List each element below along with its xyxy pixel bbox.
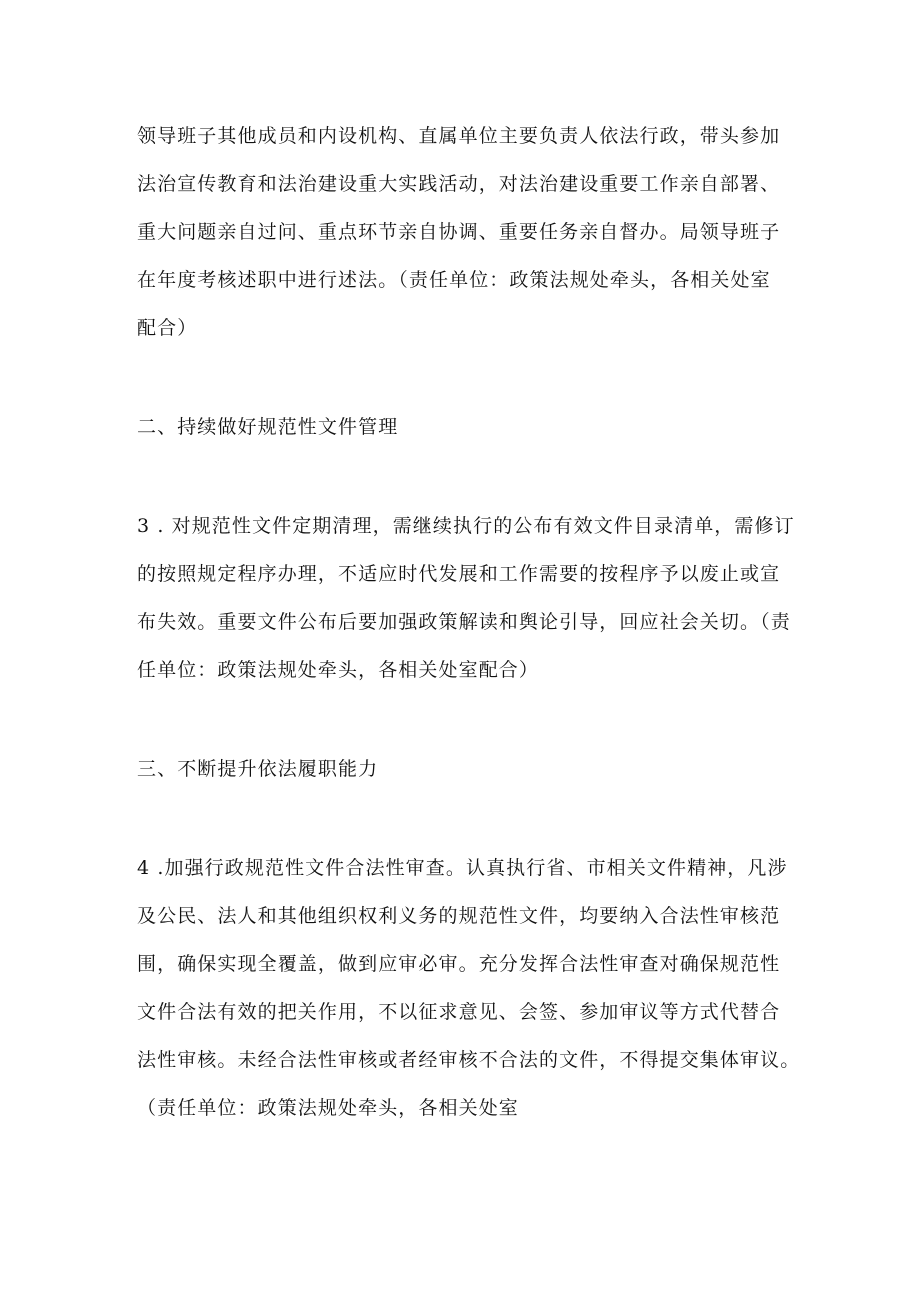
text-line: 3 . 对规范性文件定期清理，需继续执行的公布有效文件目录清单，需修订 xyxy=(137,515,795,537)
text-line: 配合） xyxy=(137,317,198,339)
text-line: 围，确保实现全覆盖，做到应审必审。充分发挥合法性审查对确保规范性 xyxy=(137,953,781,975)
text-line: （责任单位：政策法规处牵头，各相关处室 xyxy=(137,1097,519,1119)
text-line: 文件合法有效的把关作用，不以征求意见、会签、参加审议等方式代替合 xyxy=(137,1001,781,1023)
text-line: 重大问题亲自过问、重点环节亲自协调、重要任务亲自督办。局领导班子 xyxy=(137,221,781,243)
text-line: 领导班子其他成员和内设机构、直属单位主要负责人依法行政，带头参加 xyxy=(137,125,781,147)
section-heading-legal-capacity: 三、不断提升依法履职能力 xyxy=(137,758,379,780)
text-line: 布失效。重要文件公布后要加强政策解读和舆论引导，回应社会关切。（责 xyxy=(137,611,791,633)
text-line: 的按照规定程序办理，不适应时代发展和工作需要的按程序予以废止或宣 xyxy=(137,563,781,585)
text-line: 法性审核。未经合法性审核或者经审核不合法的文件，不得提交集体审议。 xyxy=(137,1049,801,1071)
text-line: 4 .加强行政规范性文件合法性审查。认真执行省、市相关文件精神，凡涉 xyxy=(137,857,788,879)
text-line: 法治宣传教育和法治建设重大实践活动，对法治建设重要工作亲自部署、 xyxy=(137,173,781,195)
text-line: 及公民、法人和其他组织权利义务的规范性文件，均要纳入合法性审核范 xyxy=(137,905,781,927)
text-line: 任单位：政策法规处牵头，各相关处室配合） xyxy=(137,659,540,681)
section-heading-normative-documents: 二、持续做好规范性文件管理 xyxy=(137,416,399,438)
text-line: 在年度考核述职中进行述法。（责任单位：政策法规处牵头，各相关处室 xyxy=(137,269,771,291)
